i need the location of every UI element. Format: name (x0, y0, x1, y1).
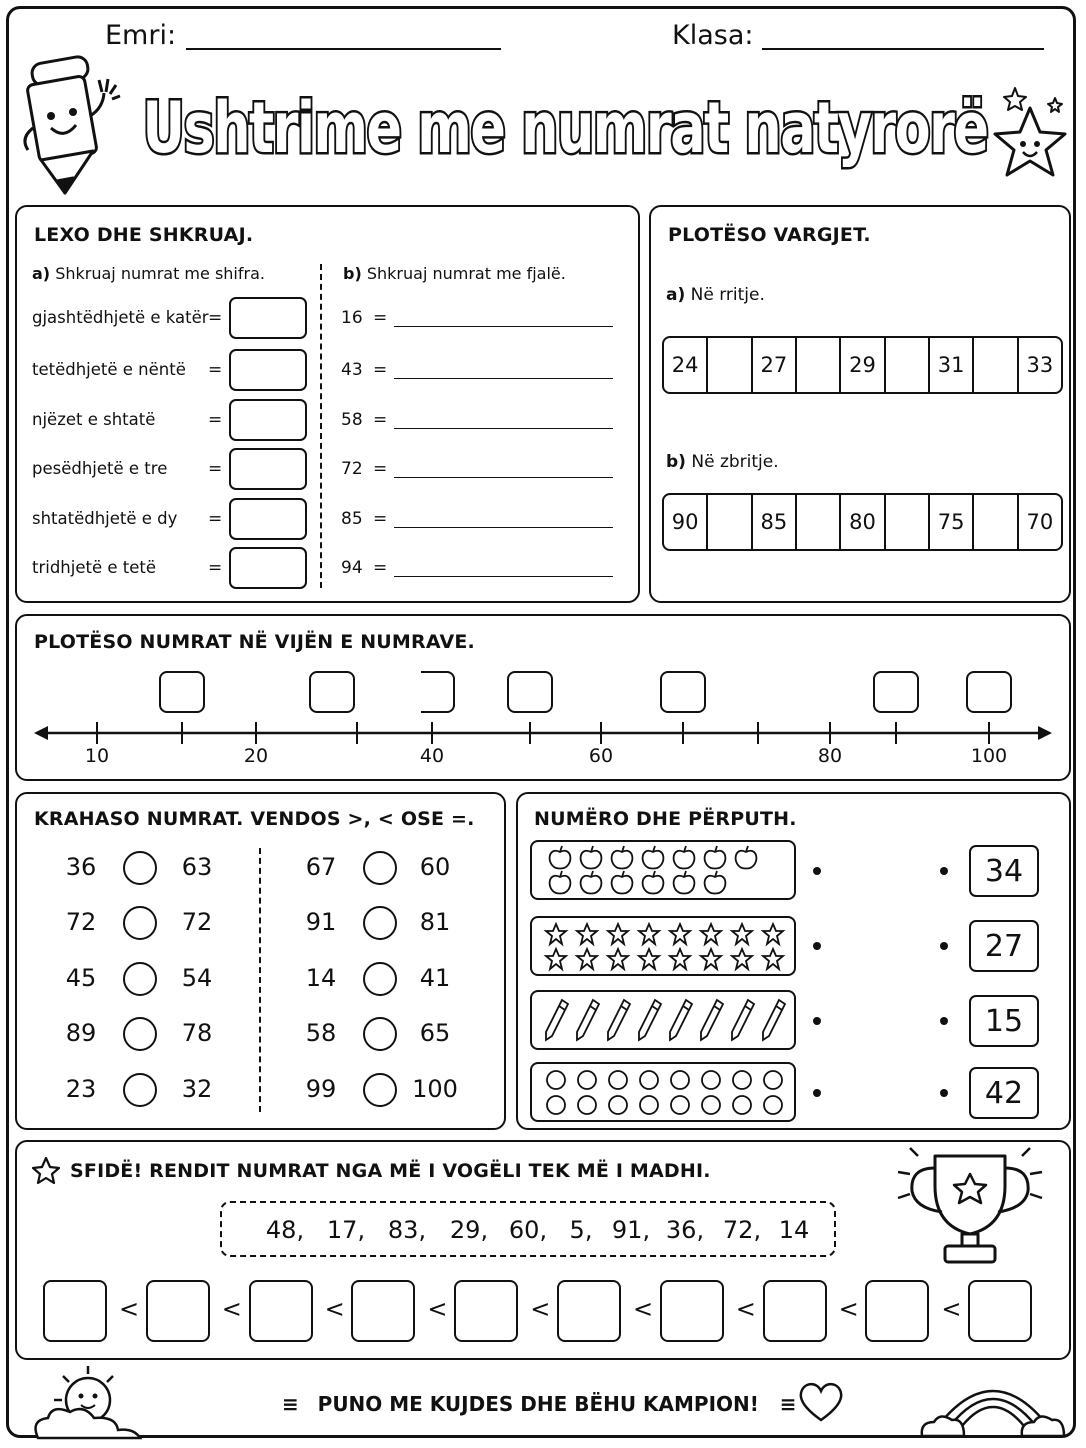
match-dot-right[interactable] (940, 1089, 948, 1097)
compare-number: 23 (65, 1075, 97, 1103)
circle-icon (671, 1071, 689, 1089)
challenge-number: 36, (665, 1216, 705, 1244)
apple-icon (550, 871, 571, 894)
equals-sign: = (208, 459, 223, 479)
compare-number: 72 (181, 908, 213, 936)
challenge-number: 72, (722, 1216, 762, 1244)
number-to-write: 16 (341, 308, 363, 328)
challenge-answer-box[interactable] (351, 1280, 415, 1342)
compare-number: 63 (181, 853, 213, 881)
number-line-tick (988, 722, 990, 744)
class-field[interactable] (762, 48, 1044, 50)
challenge-number: 83, (387, 1216, 427, 1244)
name-label: Emri: (105, 20, 177, 51)
equals-sign: = (373, 360, 388, 380)
star-icon (546, 924, 566, 944)
less-than-sign: < (838, 1295, 859, 1323)
compare-number: 89 (65, 1019, 97, 1047)
pencil-icon (546, 1000, 568, 1040)
number-to-write: 72 (341, 459, 363, 479)
column-divider (320, 264, 322, 588)
word-answer-line[interactable] (394, 576, 613, 577)
number-line-tick (895, 722, 897, 744)
star-icon (701, 924, 721, 944)
match-number-box: 34 (969, 845, 1039, 897)
number-line-tick (757, 722, 759, 744)
read-write-title: LEXO DHE SHKRUAJ. (34, 224, 254, 246)
compare-sign-circle[interactable] (363, 906, 397, 940)
footer-motto: PUNO ME KUJDES DHE BËHU KAMPION! (317, 1392, 759, 1416)
apple-icon (643, 846, 664, 869)
number-line-answer-box[interactable] (507, 671, 553, 713)
less-than-sign: < (633, 1295, 654, 1323)
number-line-tick (96, 722, 98, 744)
less-than-sign: < (941, 1295, 962, 1323)
rainbow-icon (918, 1366, 1068, 1438)
circle-icon (547, 1096, 565, 1114)
challenge-number: 91, (611, 1216, 651, 1244)
challenge-title: SFIDË! RENDIT NUMRAT NGA MË I VOGËLI TEK MË I MADHI. (70, 1160, 711, 1182)
equals-sign: = (373, 308, 388, 328)
sequence-value: 24 (662, 336, 708, 394)
equals-sign: = (208, 308, 223, 328)
star-icon (608, 924, 628, 944)
compare-number: 81 (419, 908, 451, 936)
number-to-write: 43 (341, 360, 363, 380)
star-icon (732, 949, 752, 969)
less-than-sign: < (530, 1295, 551, 1323)
name-field[interactable] (186, 48, 501, 50)
challenge-answer-box[interactable] (865, 1280, 929, 1342)
challenge-answer-box[interactable] (557, 1280, 621, 1342)
circle-icon (702, 1071, 720, 1089)
challenge-answer-box[interactable] (968, 1280, 1032, 1342)
count-picture-box (530, 916, 796, 976)
footer-motto-row: ≡ PUNO ME KUJDES DHE BËHU KAMPION! ≡ (282, 1392, 795, 1416)
compare-sign-circle[interactable] (363, 851, 397, 885)
pencil-icon (701, 1000, 723, 1040)
compare-number: 41 (419, 964, 451, 992)
number-line-answer-box[interactable] (159, 671, 205, 713)
count-picture-box (530, 1062, 796, 1122)
compare-sign-circle[interactable] (123, 1017, 157, 1051)
apple-icon (612, 846, 633, 869)
number-line-label: 60 (588, 745, 614, 767)
compare-number: 65 (419, 1019, 451, 1047)
star-icon (701, 949, 721, 969)
number-line-tick (682, 722, 684, 744)
number-line-answer-box[interactable] (421, 671, 455, 713)
digit-answer-box[interactable] (229, 448, 307, 490)
star-icon (577, 924, 597, 944)
equals-sign: = (208, 558, 223, 578)
star-icon (31, 1156, 61, 1186)
sequence-value: 75 (928, 493, 974, 551)
pencil-icon (732, 1000, 754, 1040)
pencil-icon (639, 1000, 661, 1040)
compare-number: 91 (305, 908, 337, 936)
circle-icon (764, 1071, 782, 1089)
circle-icon (733, 1096, 751, 1114)
number-word: njëzet e shtatë (32, 410, 156, 429)
star-icon (608, 949, 628, 969)
number-line-tick (529, 722, 531, 744)
apple-icon (674, 871, 695, 894)
star-icon-group (532, 918, 794, 974)
number-line-axis (30, 718, 1060, 748)
digit-answer-box[interactable] (229, 297, 307, 339)
challenge-answer-box[interactable] (146, 1280, 210, 1342)
compare-title: KRAHASO NUMRAT. VENDOS >, < OSE =. (34, 808, 475, 830)
compare-sign-circle[interactable] (123, 962, 157, 996)
sequence-blank-cell[interactable] (972, 493, 1018, 551)
digit-answer-box[interactable] (229, 399, 307, 441)
sequence-value: 90 (662, 493, 708, 551)
apple-icon (550, 846, 571, 869)
match-dot-left[interactable] (813, 942, 821, 950)
compare-number: 72 (65, 908, 97, 936)
compare-number: 14 (305, 964, 337, 992)
sequence-value: 29 (839, 336, 885, 394)
compare-divider (259, 848, 261, 1112)
number-line-title: PLOTËSO NUMRAT NË VIJËN E NUMRAVE. (34, 631, 475, 653)
pencil-icon (577, 1000, 599, 1040)
number-line-label: 80 (817, 745, 843, 767)
less-than-sign: < (324, 1295, 345, 1323)
challenge-number: 60, (508, 1216, 548, 1244)
star-icon (546, 949, 566, 969)
number-word: tetëdhjetë e nëntë (32, 360, 186, 379)
circle-icon (764, 1096, 782, 1114)
compare-number: 99 (305, 1075, 337, 1103)
apple-icon (705, 871, 726, 894)
number-word: gjashtëdhjetë e katër (32, 308, 209, 327)
sequence-blank-cell[interactable] (972, 336, 1018, 394)
pencil-icon (763, 1000, 785, 1040)
sequence-blank-cell[interactable] (884, 493, 930, 551)
compare-number: 78 (181, 1019, 213, 1047)
sequence-value: 80 (839, 493, 885, 551)
apple-icon (581, 846, 602, 869)
equals-sign: = (373, 410, 388, 430)
sequence-blank-cell[interactable] (884, 336, 930, 394)
sun-cloud-icon (18, 1360, 168, 1440)
sequence-b-label: b) Në zbritje. (666, 452, 779, 472)
word-answer-line[interactable] (394, 378, 613, 379)
page-title: Ushtrime me numrat natyrorë (142, 87, 988, 169)
number-to-write: 94 (341, 558, 363, 578)
trophy-icon (890, 1146, 1060, 1271)
number-line-tick (255, 722, 257, 744)
challenge-number: 29, (449, 1216, 489, 1244)
part-a-instruction: a) Shkruaj numrat me shifra. (32, 264, 265, 283)
star-icon (732, 924, 752, 944)
match-dot-right[interactable] (940, 867, 948, 875)
compare-number: 60 (419, 853, 451, 881)
sequence-blank-cell[interactable] (706, 493, 752, 551)
number-to-write: 85 (341, 509, 363, 529)
circle-icon (609, 1096, 627, 1114)
match-dot-right[interactable] (940, 1017, 948, 1025)
challenge-number: 5, (569, 1216, 593, 1244)
sequence-a-label: a) Në rritje. (666, 285, 765, 305)
count-picture-box (530, 840, 796, 900)
match-dot-left[interactable] (813, 867, 821, 875)
count-match-title: NUMËRO DHE PËRPUTH. (534, 808, 797, 830)
star-icon (670, 949, 690, 969)
circle-icon (547, 1071, 565, 1089)
number-word: tridhjetë e tetë (32, 558, 157, 577)
challenge-answer-box[interactable] (660, 1280, 724, 1342)
compare-sign-circle[interactable] (123, 851, 157, 885)
number-line-answer-box[interactable] (873, 671, 919, 713)
challenge-answer-box[interactable] (454, 1280, 518, 1342)
circle-icon-group (532, 1064, 794, 1120)
challenge-number: 17, (326, 1216, 366, 1244)
apple-icon (674, 846, 695, 869)
apple-icon (736, 846, 757, 869)
equals-sign: = (373, 558, 388, 578)
compare-sign-circle[interactable] (363, 1017, 397, 1051)
match-number-box: 15 (969, 995, 1039, 1047)
circle-icon (578, 1096, 596, 1114)
star-icon (639, 949, 659, 969)
circle-icon (671, 1096, 689, 1114)
digit-answer-box[interactable] (229, 547, 307, 589)
circle-icon (609, 1071, 627, 1089)
challenge-answer-box[interactable] (249, 1280, 313, 1342)
sequence-value: 31 (928, 336, 974, 394)
number-line-answer-box[interactable] (660, 671, 706, 713)
less-than-sign: < (221, 1295, 242, 1323)
compare-sign-circle[interactable] (363, 962, 397, 996)
circle-icon (702, 1096, 720, 1114)
circle-icon (578, 1071, 596, 1089)
compare-number: 58 (305, 1019, 337, 1047)
match-dot-left[interactable] (813, 1089, 821, 1097)
word-answer-line[interactable] (394, 326, 613, 327)
compare-number: 54 (181, 964, 213, 992)
number-line-tick (431, 722, 433, 744)
match-dot-right[interactable] (940, 942, 948, 950)
number-line-tick (356, 722, 358, 744)
number-line-answer-box[interactable] (309, 671, 355, 713)
sequence-value: 27 (751, 336, 797, 394)
number-line-answer-box[interactable] (966, 671, 1012, 713)
equals-sign: = (208, 360, 223, 380)
pencil-mascot-icon (18, 48, 123, 198)
sequence-blank-cell[interactable] (795, 493, 841, 551)
word-answer-line[interactable] (394, 477, 613, 478)
circle-icon (640, 1096, 658, 1114)
part-b-instruction: b) Shkruaj numrat me fjalë. (343, 264, 566, 283)
sequence-blank-cell[interactable] (795, 336, 841, 394)
number-to-write: 58 (341, 410, 363, 430)
number-word: pesëdhjetë e tre (32, 459, 168, 478)
match-number-box: 42 (969, 1067, 1039, 1119)
digit-answer-box[interactable] (229, 498, 307, 540)
number-line-label: 20 (243, 745, 269, 767)
challenge-answer-box[interactable] (763, 1280, 827, 1342)
challenge-number: 48, (265, 1216, 305, 1244)
star-icon (639, 924, 659, 944)
apple-icon-group (532, 842, 794, 898)
number-word: shtatëdhjetë e dy (32, 509, 178, 528)
challenge-answer-box[interactable] (43, 1280, 107, 1342)
number-line-tick (600, 722, 602, 744)
circle-icon (733, 1071, 751, 1089)
number-line-tick (829, 722, 831, 744)
compare-number: 36 (65, 853, 97, 881)
sequence-value: 85 (751, 493, 797, 551)
compare-number: 100 (412, 1075, 458, 1103)
pencil-icon (608, 1000, 630, 1040)
number-line-label: 40 (419, 745, 445, 767)
apple-icon (612, 871, 633, 894)
star-icon (577, 949, 597, 969)
less-than-sign: < (427, 1295, 448, 1323)
number-line-tick (181, 722, 183, 744)
apple-icon (705, 846, 726, 869)
equals-sign: = (208, 509, 223, 529)
apple-icon (581, 871, 602, 894)
equals-sign: = (208, 410, 223, 430)
number-line-label: 10 (84, 745, 110, 767)
star-icon (670, 924, 690, 944)
class-label: Klasa: (672, 20, 754, 51)
equals-sign: = (373, 509, 388, 529)
match-number-box: 27 (969, 920, 1039, 972)
compare-number: 45 (65, 964, 97, 992)
sequence-blank-cell[interactable] (706, 336, 752, 394)
less-than-sign: < (735, 1295, 756, 1323)
compare-number: 32 (181, 1075, 213, 1103)
digit-answer-box[interactable] (229, 349, 307, 391)
compare-sign-circle[interactable] (363, 1073, 397, 1107)
star-icon (763, 949, 783, 969)
word-answer-line[interactable] (394, 428, 613, 429)
word-answer-line[interactable] (394, 527, 613, 528)
equals-sign: = (373, 459, 388, 479)
compare-sign-circle[interactable] (123, 1073, 157, 1107)
sequences-title: PLOTËSO VARGJET. (668, 224, 871, 246)
pencil-icon-group (532, 992, 794, 1048)
count-picture-box (530, 990, 796, 1050)
star-mascot-icon (985, 80, 1075, 195)
compare-number: 67 (305, 853, 337, 881)
page-title-svg (140, 70, 990, 170)
less-than-sign: < (119, 1295, 140, 1323)
apple-icon (643, 871, 664, 894)
match-dot-left[interactable] (813, 1017, 821, 1025)
sequence-value: 70 (1017, 493, 1063, 551)
star-icon (763, 924, 783, 944)
compare-sign-circle[interactable] (123, 906, 157, 940)
number-line-label: 100 (970, 745, 1008, 767)
heart-icon (796, 1378, 846, 1424)
challenge-number: 14 (778, 1216, 810, 1244)
pencil-icon (670, 1000, 692, 1040)
sequence-value: 33 (1017, 336, 1063, 394)
circle-icon (640, 1071, 658, 1089)
